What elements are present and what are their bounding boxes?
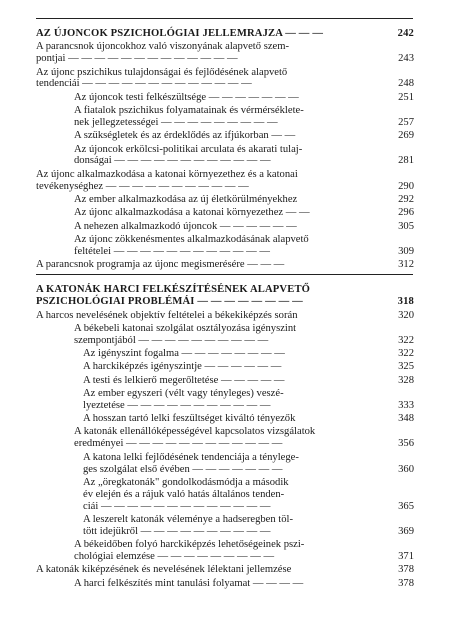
toc-entry-text: donságai — — — — — — — — — — — —	[74, 155, 271, 167]
toc-entry-text: A nehezen alkalmazkodó újoncok — — — — — —	[74, 220, 297, 232]
toc-entry[interactable]	[36, 234, 414, 258]
toc-entry-text: lyeztetése — — — — — — — — — — —	[83, 399, 271, 411]
toc-entry[interactable]	[36, 41, 414, 65]
toc-entry-text: pontjai — — — — — — — — — — — — —	[36, 53, 238, 65]
toc-section-heading[interactable]	[36, 284, 414, 308]
toc-entry[interactable]	[36, 426, 414, 450]
toc-entry[interactable]	[36, 194, 414, 206]
toc-page-number: 333	[398, 399, 414, 411]
toc-entry[interactable]	[36, 348, 414, 360]
toc-entry-text: A békebeli katonai szolgálat osztályozása igényszint	[74, 322, 297, 334]
toc-page-number: 292	[398, 193, 414, 205]
toc-entry-text: tött idejükről — — — — — — — — — —	[83, 525, 271, 537]
toc-entry[interactable]	[36, 578, 414, 590]
toc-page-number: 296	[398, 207, 414, 219]
toc-page-number: 320	[398, 309, 414, 321]
toc-entry-text: A harci felkészítés mint tanulási folyamat — — — —	[74, 577, 304, 589]
toc-entry-text: A katonák ellenállóképességével kapcsolatos vizsgálatok	[74, 426, 316, 438]
toc-entry-text: nek jellegzetességei — — — — — — — — —	[74, 116, 278, 128]
toc-page-number: 328	[398, 374, 414, 386]
toc-entry-text: ciái — — — — — — — — — — — — —	[83, 500, 271, 512]
section-rule	[36, 274, 413, 275]
toc-entry-text: év elején és a rájuk való hatás általános tenden-	[83, 488, 285, 500]
toc-entry-text: Az újonc alkalmazkodása a katonai környezethez — —	[74, 207, 310, 219]
toc-entry-text: Az „öregkatonák" gondolkodásmódja a második	[83, 476, 289, 488]
toc-page-number: 309	[398, 245, 414, 257]
toc-page-number: 242	[397, 28, 414, 39]
toc-entry-text: Az újonc zökkenésmentes alkalmazkodásának alapvető	[74, 233, 309, 245]
toc-entry-text: Az újoncok erkölcsi-politikai arculata és akarati tulaj-	[74, 143, 303, 155]
toc-entry[interactable]	[36, 375, 414, 387]
toc-entry[interactable]	[36, 323, 414, 347]
toc-entry-text: Az igényszint fogalma — — — — — — — —	[83, 348, 285, 359]
toc-page-number: 322	[398, 334, 414, 346]
toc-page-number: 305	[398, 220, 414, 232]
toc-entry[interactable]	[36, 452, 414, 476]
toc-entry[interactable]	[36, 105, 414, 129]
toc-entry-text: A parancsnok újoncokhoz való viszonyának alapvető szem-	[36, 41, 289, 53]
toc-entry[interactable]	[36, 130, 414, 142]
toc-entry[interactable]	[36, 477, 414, 513]
toc-entry[interactable]	[36, 207, 414, 219]
toc-entry-text: A harcos nevelésének objektív feltételei a békekiképzés során	[36, 309, 298, 321]
toc-entry-text: A testi és lelkierő megerőltetése — — — — —	[83, 374, 285, 386]
toc-entry[interactable]	[36, 413, 414, 425]
toc-section-heading[interactable]	[36, 28, 414, 40]
toc-page-number: 248	[398, 78, 414, 90]
toc-entry-text: chológiai elemzése — — — — — — — — —	[74, 551, 275, 562]
toc-entry[interactable]	[36, 388, 414, 412]
toc-entry-text: A szükségletek és az érdeklődés az ifjúkorban — —	[74, 130, 296, 142]
top-rule	[36, 18, 413, 19]
toc-page-number: 378	[398, 564, 414, 576]
toc-page-number: 348	[398, 413, 414, 425]
toc-entry-text: ges szolgálat első évében — — — — — — —	[83, 463, 283, 475]
toc-entry-text: Az ember alkalmazkodása az új életkörülményekhez	[74, 193, 298, 205]
toc-page-number: 360	[398, 463, 414, 475]
toc-page-number: 281	[398, 155, 414, 167]
toc-entry-text: A KATONÁK HARCI FELKÉSZÍTÉSÉNEK ALAPVETŐ	[36, 284, 311, 296]
toc-entry[interactable]	[36, 539, 414, 563]
toc-page-number: 269	[398, 130, 414, 142]
toc-entry-text: Az ember egyszeri (vélt vagy tényleges) veszé-	[83, 387, 284, 399]
toc-entry[interactable]	[36, 67, 414, 91]
toc-page-number: 243	[398, 53, 414, 65]
toc-entry-text: A harckiképzés igényszintje — — — — — —	[83, 361, 282, 373]
toc-page-number: 369	[398, 525, 414, 537]
toc-page-number: 312	[398, 259, 414, 270]
toc-entry-text: Az újonc pszichikus tulajdonságai és fejlődésének alapvető	[36, 66, 288, 78]
toc-entry-text: Az újoncok testi felkészültsége — — — — — — —	[74, 91, 299, 103]
toc-entry[interactable]	[36, 144, 414, 168]
toc-entry[interactable]	[36, 92, 414, 104]
toc-entry[interactable]	[36, 361, 414, 373]
toc-entry[interactable]	[36, 310, 414, 322]
toc-entry-text: eredményei — — — — — — — — — — — —	[74, 438, 283, 450]
toc-entry-text: PSZICHOLÓGIAI PROBLÉMÁI — — — — — — — —	[36, 296, 303, 308]
toc-entry-text: A leszerelt katonák véleménye a hadseregben töl-	[83, 513, 294, 525]
toc-entry[interactable]	[36, 564, 414, 576]
toc-page-number: 257	[398, 116, 414, 128]
toc-entry[interactable]	[36, 514, 414, 538]
toc-page-number: 378	[398, 577, 414, 589]
toc-page-number: 325	[398, 361, 414, 373]
toc-entry-text: tevékenységhez — — — — — — — — — — —	[36, 180, 249, 192]
toc-page-number: 356	[398, 438, 414, 450]
toc-entry[interactable]	[36, 221, 414, 233]
toc-entry-text: szempontjából — — — — — — — — — —	[74, 334, 269, 346]
toc-entry-text: feltételei — — — — — — — — — — — —	[74, 245, 270, 257]
toc-entry-text: A parancsnok programja az újonc megismerésére — — —	[36, 259, 285, 270]
toc-entry-text: AZ ÚJONCOK PSZICHOLÓGIAI JELLEMRAJZA — — —	[36, 28, 324, 39]
toc-page-number: 290	[398, 180, 414, 192]
toc-entry-text: tendenciái — — — — — — — — — — — — —	[36, 78, 252, 90]
toc-page-number: 318	[397, 296, 414, 308]
toc-entry[interactable]	[36, 169, 414, 193]
toc-entry-text: A fiatalok pszichikus folyamatainak és vérmérséklete-	[74, 105, 304, 116]
toc-page-number: 365	[398, 500, 414, 512]
toc-entry-text: A hosszan tartó lelki feszültséget kiváltó tényezők	[83, 413, 296, 425]
toc-entry[interactable]	[36, 259, 414, 271]
toc-page-number: 251	[398, 91, 414, 103]
toc-page-number: 371	[398, 551, 414, 562]
toc-page-number: 322	[398, 348, 414, 359]
toc-entry-text: Az újonc alkalmazkodása a katonai környezethez és a katonai	[36, 168, 298, 180]
toc-entry-text: A katonák kiképzésének és nevelésének lélektani jellemzése	[36, 564, 292, 576]
toc-entry-text: A békeidőben folyó harckiképzés lehetőségeinek pszi-	[74, 539, 305, 551]
toc-entry-text: A katona lelki fejlődésének tendenciája a ténylege-	[83, 451, 299, 463]
